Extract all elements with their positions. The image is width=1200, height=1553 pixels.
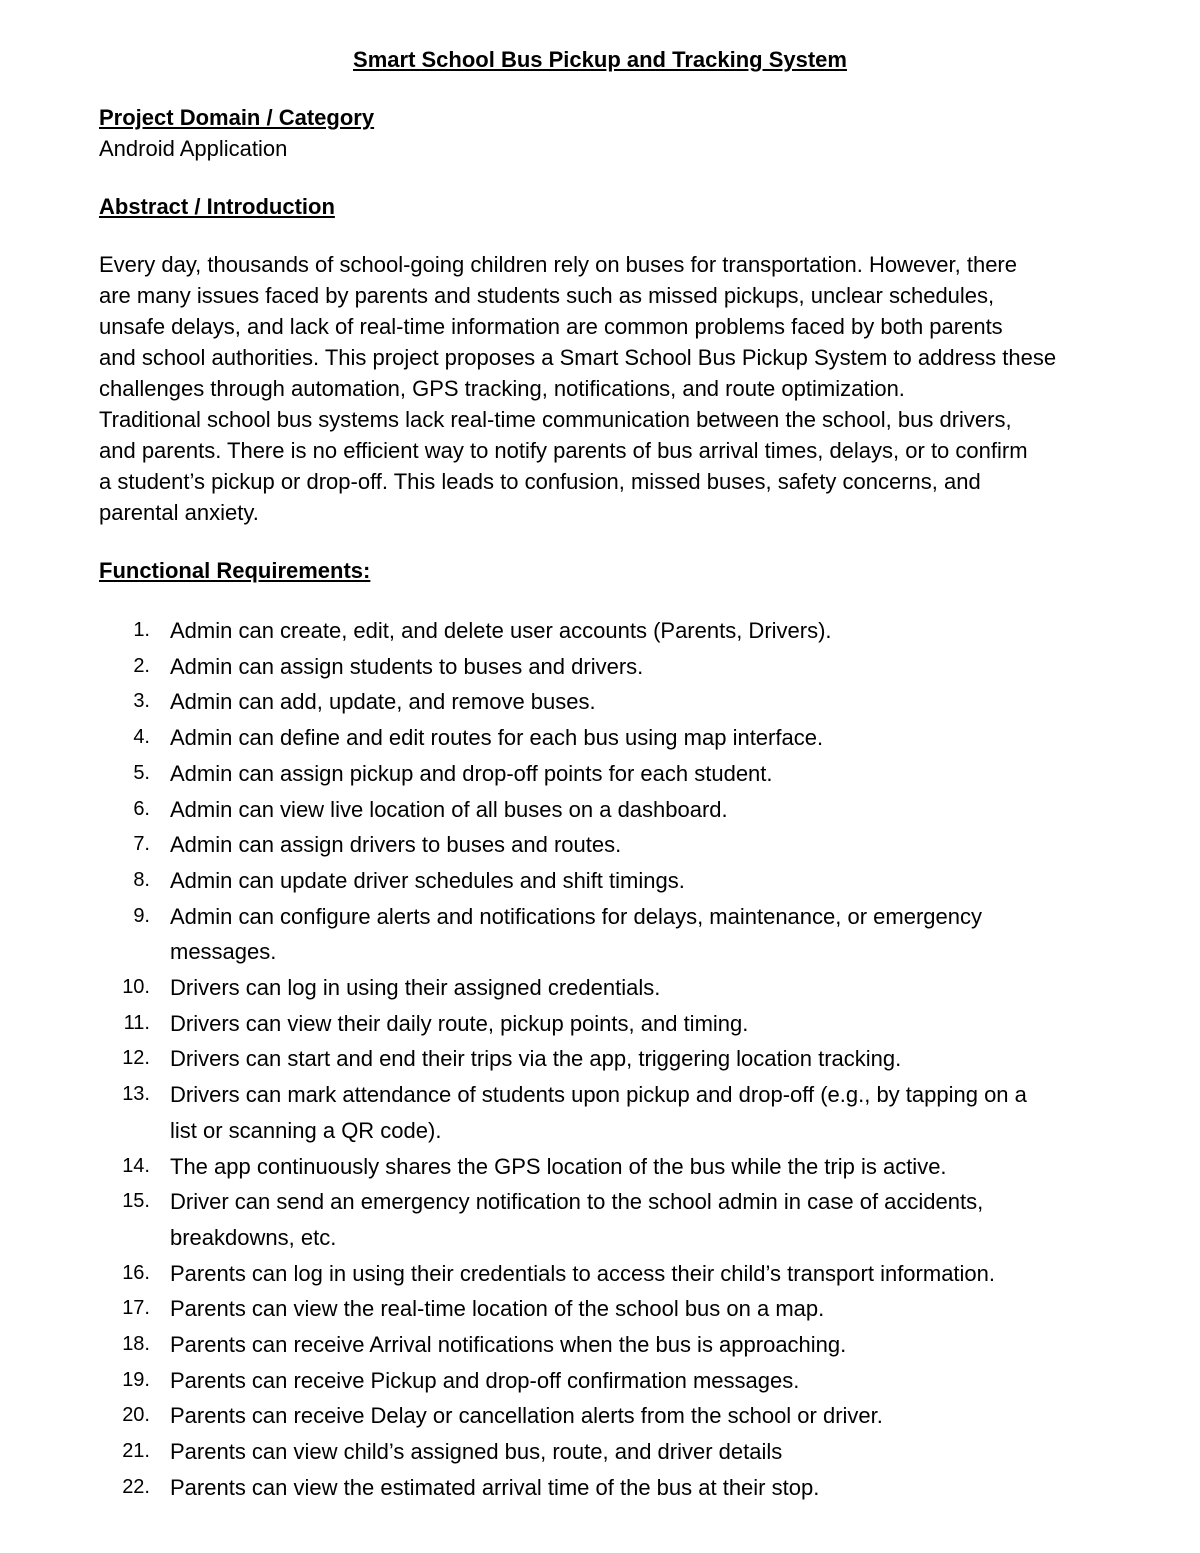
requirement-item [99, 1256, 1104, 1292]
requirement-line: Parents can receive Pickup and drop-off confirmation messages. [170, 1367, 800, 1393]
requirement-item [99, 792, 1104, 828]
requirement-text [170, 827, 1104, 863]
requirement-text [170, 1184, 1104, 1255]
requirement-item [99, 1398, 1104, 1434]
requirement-item [99, 1363, 1104, 1399]
requirement-number: 6. [133, 797, 150, 820]
requirement-text [170, 1291, 1104, 1327]
abstract-line: Traditional school bus systems lack real-time communication between the school, bus drivers, [99, 407, 1012, 432]
requirement-number: 13. [122, 1083, 150, 1106]
requirement-number: 4. [133, 726, 150, 749]
requirement-text [170, 756, 1104, 792]
requirement-item [99, 613, 1104, 649]
requirement-line: Admin can define and edit routes for each bus using map interface. [170, 725, 824, 751]
requirement-item [99, 756, 1104, 792]
requirement-text [170, 792, 1104, 828]
requirement-text [170, 1398, 1104, 1434]
requirement-line: Parents can view the real-time location of the school bus on a map. [170, 1296, 825, 1322]
requirement-line: Admin can view live location of all buses on a dashboard. [170, 796, 728, 822]
requirement-item [99, 1149, 1104, 1185]
domain-heading: Project Domain / Category [99, 105, 375, 130]
requirement-text [170, 649, 1104, 685]
abstract-line: challenges through automation, GPS tracking, notifications, and route optimization. [99, 376, 905, 401]
requirement-line: Admin can add, update, and remove buses. [170, 689, 596, 715]
requirements-heading: Functional Requirements: [99, 558, 371, 583]
requirement-item [99, 1077, 1104, 1148]
requirement-text [170, 970, 1104, 1006]
requirement-number: 18. [122, 1333, 150, 1356]
requirement-line: Drivers can mark attendance of students upon pickup and drop-off (e.g., by tapping on a [170, 1082, 1027, 1108]
requirement-item [99, 1291, 1104, 1327]
requirement-text [170, 1363, 1104, 1399]
requirement-item [99, 649, 1104, 685]
requirement-number: 16. [122, 1261, 150, 1284]
requirement-text [170, 1470, 1104, 1506]
requirement-line: Admin can create, edit, and delete user accounts (Parents, Drivers). [170, 618, 832, 643]
requirement-number: 3. [133, 690, 150, 713]
requirement-line: Admin can configure alerts and notifications for delays, maintenance, or emergency [170, 903, 982, 929]
requirement-item [99, 970, 1104, 1006]
requirement-item [99, 863, 1104, 899]
requirement-number: 19. [122, 1368, 150, 1391]
requirement-text [170, 1434, 1104, 1470]
requirement-item [99, 684, 1104, 720]
requirement-number: 20. [122, 1404, 150, 1427]
requirement-number: 9. [133, 904, 150, 927]
requirement-line: Drivers can log in using their assigned credentials. [170, 975, 661, 1001]
requirement-line: Driver can send an emergency notification to the school admin in case of accidents, [170, 1189, 984, 1215]
requirement-item [99, 1434, 1104, 1470]
requirement-text [170, 899, 1104, 970]
document-body [99, 102, 1104, 1506]
requirement-number: 8. [133, 868, 150, 891]
requirement-line: Parents can log in using their credentials to access their child’s transport information. [170, 1260, 996, 1286]
requirement-line: Admin can assign drivers to buses and routes. [170, 832, 622, 858]
requirement-item [99, 899, 1104, 970]
abstract-line: are many issues faced by parents and students such as missed pickups, unclear schedules, [99, 283, 995, 308]
requirement-number: 10. [122, 976, 150, 999]
requirement-item [99, 720, 1104, 756]
requirement-line: Drivers can view their daily route, pickup points, and timing. [170, 1010, 749, 1036]
abstract-line: Every day, thousands of school-going children rely on buses for transportation. However, there [99, 252, 1017, 277]
requirement-line: Drivers can start and end their trips via the app, triggering location tracking. [170, 1046, 902, 1072]
abstract-heading: Abstract / Introduction [99, 194, 335, 219]
requirement-text [170, 1256, 1104, 1292]
requirement-number: 1. [133, 619, 150, 641]
requirement-item [99, 1006, 1104, 1042]
requirement-line: breakdowns, etc. [170, 1224, 337, 1250]
requirement-item [99, 1470, 1104, 1506]
abstract-paragraph [99, 249, 1104, 528]
requirement-text [170, 1077, 1104, 1148]
requirement-item [99, 1184, 1104, 1255]
requirement-line: Parents can receive Arrival notifications when the bus is approaching. [170, 1332, 847, 1358]
requirement-number: 15. [122, 1190, 150, 1213]
requirement-text [170, 720, 1104, 756]
requirement-line: Admin can assign students to buses and drivers. [170, 653, 644, 679]
requirement-line: Admin can update driver schedules and shift timings. [170, 867, 685, 893]
requirement-text [170, 1006, 1104, 1042]
document-title: Smart School Bus Pickup and Tracking System [353, 47, 847, 72]
requirement-text [170, 1041, 1104, 1077]
abstract-line: and parents. There is no efficient way to notify parents of bus arrival times, delays, or to confirm [99, 438, 1028, 463]
abstract-line: unsafe delays, and lack of real-time information are common problems faced by both parents [99, 314, 1003, 339]
requirement-item [99, 1041, 1104, 1077]
requirement-line: Parents can view the estimated arrival time of the bus at their stop. [170, 1474, 820, 1500]
requirement-number: 22. [122, 1475, 150, 1498]
requirement-line: The app continuously shares the GPS location of the bus while the trip is active. [170, 1153, 947, 1179]
requirement-text [170, 863, 1104, 899]
requirement-line: Parents can view child’s assigned bus, route, and driver details [170, 1439, 783, 1465]
requirement-number: 11. [123, 1011, 150, 1034]
requirement-number: 12. [122, 1047, 150, 1070]
requirement-number: 17. [122, 1297, 150, 1320]
requirement-text [170, 613, 1104, 649]
abstract-line: and school authorities. This project proposes a Smart School Bus Pickup System to address these [99, 345, 1057, 370]
requirement-number: 21. [122, 1440, 150, 1463]
requirements-list [99, 613, 1104, 1506]
requirement-number: 14. [122, 1154, 150, 1177]
requirement-number: 7. [133, 833, 150, 856]
requirement-item [99, 1327, 1104, 1363]
abstract-line: parental anxiety. [99, 500, 259, 525]
abstract-line: a student’s pickup or drop-off. This leads to confusion, missed buses, safety concerns, and [99, 469, 981, 494]
requirement-number: 5. [133, 761, 150, 784]
requirement-line: list or scanning a QR code). [170, 1117, 442, 1143]
requirement-line: messages. [170, 939, 277, 965]
requirement-line: Admin can assign pickup and drop-off points for each student. [170, 760, 773, 786]
requirement-line: Parents can receive Delay or cancellation alerts from the school or driver. [170, 1403, 883, 1429]
requirement-text [170, 684, 1104, 720]
requirement-number: 2. [133, 654, 150, 677]
requirement-item [99, 827, 1104, 863]
requirement-text [170, 1327, 1104, 1363]
domain-value: Android Application [99, 136, 288, 161]
requirement-text [170, 1149, 1104, 1185]
